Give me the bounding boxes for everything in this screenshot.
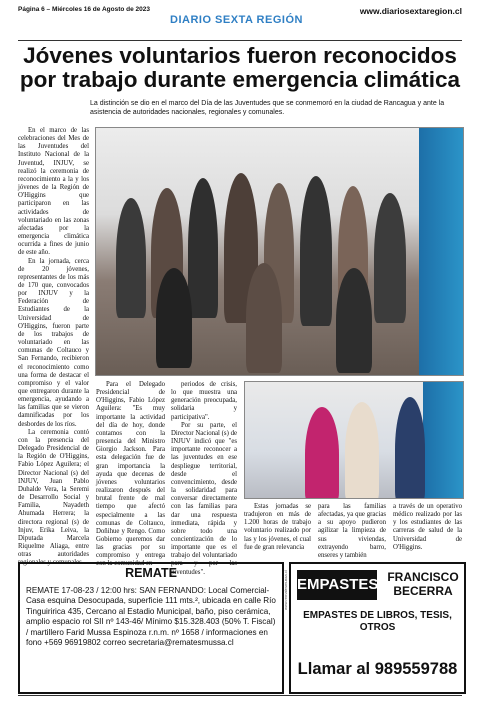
person-figure — [156, 268, 192, 368]
empastes-phone[interactable]: Llamar al 989559788 — [297, 660, 458, 678]
person-figure — [300, 176, 332, 326]
article-column-1 — [18, 127, 89, 567]
empastes-logo: EMPASTES — [297, 570, 377, 600]
paragraph: a través de un operativo médico realizado por las y los estudiantes de las carreras de salud de la Universidad de O'Higgins. — [393, 503, 462, 551]
paragraph: La ceremonia contó con la presencia del Delegado Presidencial de la Región de O'Higgins, Fabio López Aguilera; el Director Nacional (s) del INJUV, Juan Pablo Duhalde Vera, la Seremi de Desarrollo Social y Familia, Nayadeth Ahumada Herrera; la directora regional (s) de Injuv, Erika Leiva, la Diputada Marcela Riquelme Aliaga, entre otras autoridades regionales y comunales. — [18, 428, 89, 567]
person-figure — [395, 397, 425, 499]
empastes-ad — [289, 562, 466, 694]
paragraph: Estas jornadas se tradujeron en más de 1.200 horas de trabajo voluntario realizado por las y los jóvenes, el cual fue de gran relevancia — [244, 503, 311, 551]
page-date: Página 6 – Miércoles 16 de Agosto de 2023 — [18, 6, 150, 13]
article-subhead: La distinción se dio en el marco del Día de las Juventudes que se conmemoró en la ciudad de Rancagua y ante la asistencia de autoridades nacionales, regionales y comunales. — [90, 100, 445, 116]
article-column-3 — [171, 381, 237, 577]
paragraph: para las familias afectadas, ya que gracias a su apoyo pudieron agilizar la limpieza de sus viviendas, extrayendo barro, enseres y también — [318, 503, 386, 559]
remate-title: REMATE — [125, 566, 177, 580]
person-figure — [116, 198, 146, 318]
group-photo — [95, 127, 464, 376]
photo-banner — [423, 382, 463, 498]
newspaper-url[interactable]: www.diariosextaregion.cl — [359, 6, 462, 16]
empastes-services: EMPASTES DE LIBROS, TESIS, OTROS — [303, 610, 452, 633]
paragraph: En el marco de las celebraciones del Mes de las Juventudes del Instituto Nacional de la Juventud, INJUV, se realizó la ceremonia de reconocimiento a la y los jóvenes de la Región de O'Higgins que participaron en las actividades de voluntariado en las zonas afectadas por la emergencia climática ocurrida a fines de junio de este año. — [18, 127, 89, 257]
remate-ad — [18, 562, 284, 694]
newspaper-brand: DIARIO SEXTA REGIÓN — [170, 14, 303, 26]
person-figure — [305, 407, 339, 499]
header-rule — [18, 40, 462, 41]
article-column-4 — [244, 503, 311, 552]
photo-banner — [419, 128, 463, 375]
article-column-2 — [96, 381, 165, 569]
person-figure — [188, 178, 218, 318]
paragraph: periodos de crisis, lo que muestra una generación preocupada, solidaria y participativa". — [171, 381, 237, 421]
person-figure — [246, 263, 282, 373]
paragraph: En la jornada, cerca de 20 jóvenes, representantes de los más de 170 que, convocados por INJUV y la Federación de Estudiantes de la Universidad de O'Higgins, fueron parte de los trabajos de voluntariado en las comunas de Coltauco y San Fernando, recibieron el reconocimiento como una forma de destacar el compromiso y el valor que entregaron durante la emergencia, ayudando a las familias que se vieron damnificadas por los desbordes de los ríos. — [18, 257, 89, 428]
person-figure — [374, 193, 406, 323]
article-headline: Jóvenes voluntarios fueron reconocidos por trabajo durante emergencia climática — [19, 43, 461, 92]
award-photo — [244, 381, 464, 499]
empastes-owner-name: FRANCISCO BECERRA — [387, 570, 459, 598]
remate-text: REMATE 17-08-23 / 12:00 hrs: SAN FERNANDO: Local Comercial- Casa esquina Desocupada, superficie 111 mts.², ubicada en calle Río Tinguiririca 435, Cercano al Estadio Municipal, baño, piso cerámica, amplio espacio rol SII nº 143-46/ Mínimo $15.328.403 (50% T. Fiscal) / martillero Farid Mussa Espinoza r.n.m. nº 1658 / informaciones en fono +569 96919802 correo secretaria@rematesmussa.cl — [26, 586, 276, 648]
article-column-6 — [393, 503, 462, 552]
remate-side-credit: www.rematesmussa.cl — [283, 570, 288, 610]
paragraph: Por su parte, el Director Nacional (s) de INJUV indicó que "es importante reconocer a las juventudes en ese despliegue territorial, desde el convencimiento, desde la solidaridad para conversar directamente con las familias para dar una respuesta inmediata, rápida y sobre todo una concientización de lo importante que es el trabajo del voluntariado para y por las juventudes". — [171, 421, 237, 576]
paragraph: Para el Delegado Presidencial de O'Higgins, Fabio López Aguilera: "Es muy importante la actividad del día de hoy, donde contamos con la presencia del Ministro Giorgio Jackson. Para esta delegación fue de gran importancia la ayuda que decenas de jóvenes voluntarios realizaron después del brutal frente de mal tiempo que afectó especialmente a las comunas de Coltauco, Doñihue y Rengo. Como Gobierno queremos dar las gracias por su compromiso y entrega con la comunidad en — [96, 381, 165, 568]
footer-rule — [18, 695, 462, 696]
person-figure — [336, 268, 372, 373]
person-figure — [345, 402, 379, 499]
article-column-5 — [318, 503, 386, 560]
